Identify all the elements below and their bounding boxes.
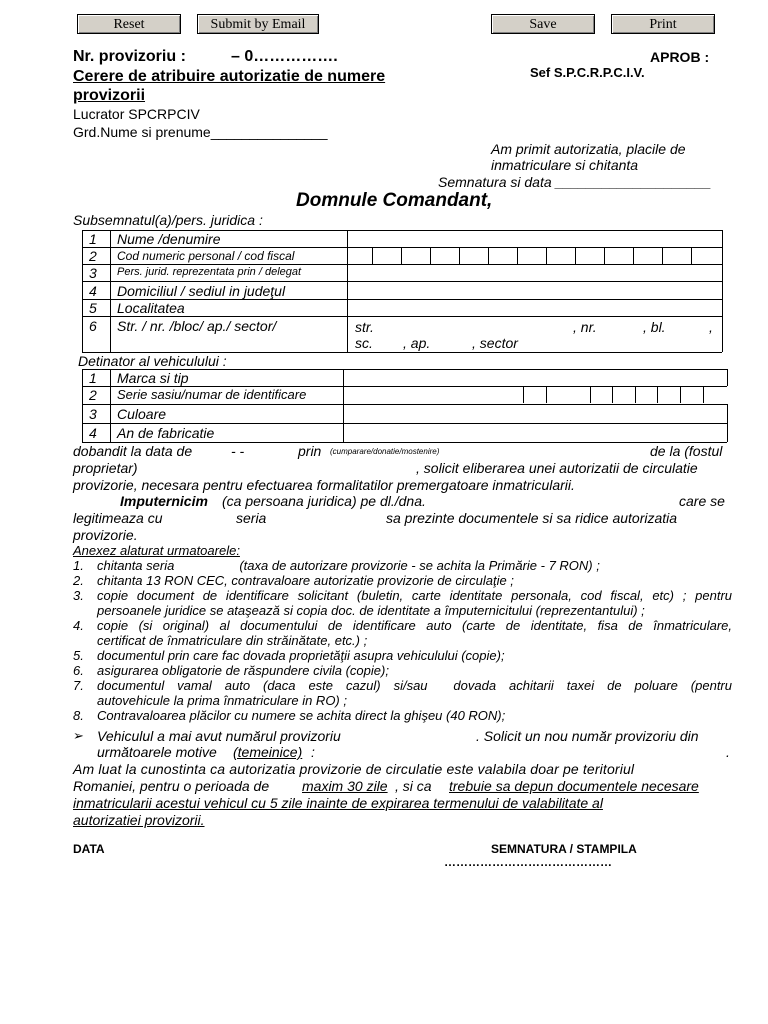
- previous-owner-text: de la (fostul: [650, 443, 723, 459]
- annex-item-line: chitanta 13 RON CEC, contravaloare autorizatie provizorie de circulaţie ;: [97, 573, 514, 588]
- annex-item-number: 1.: [73, 558, 84, 573]
- annex-item-text: [97, 573, 732, 588]
- applicant-row-label-domicile: Domiciliul / sediul in judeţul: [117, 283, 286, 299]
- annex-item-line: copie (si original) al documentului de identificare auto (carte de identitate, fisa de înmatriculare,: [97, 618, 732, 633]
- county-input[interactable]: [349, 282, 721, 298]
- reasons-underlined: (temeinice): [233, 744, 303, 760]
- page-title-line2: provizorii: [73, 87, 146, 104]
- approver-title: Sef S.P.C.R.P.C.I.V.: [530, 65, 645, 80]
- address-block-label: , bl.: [643, 319, 666, 335]
- receipt-note-line1: Am primit autorizatia, placile de: [491, 141, 686, 157]
- reasons-text: următoarele motive: [97, 744, 217, 760]
- validity-max-days: maxim 30 zile: [302, 778, 388, 794]
- empower-text: (ca persoana juridica) pe dl./dna.: [222, 493, 426, 509]
- previous-owner-label: proprietar): [73, 460, 138, 476]
- request-text-line3: provizorie, necesara pentru efectuarea formalitatilor premergatoare inmatricularii.: [73, 477, 575, 493]
- annex-item-line: asigurarea obligatorie de răspundere civila (copie);: [97, 663, 389, 678]
- vehicle-row-label-year: An de fabricatie: [117, 425, 215, 441]
- validity-line2-b: , si ca: [395, 778, 432, 794]
- address-apartment-label: , ap.: [403, 335, 431, 351]
- vehicle-intro: Detinator al vehiculului :: [78, 353, 227, 369]
- vehicle-row-label-color: Culoare: [117, 406, 167, 422]
- validity-deadline-underlined: trebuie sa depun documentele necesare: [449, 778, 699, 794]
- new-number-request-text: . Solicit un nou număr provizoriu din: [476, 728, 699, 744]
- vehicle-row-num: 3: [89, 406, 97, 422]
- grade-name-field[interactable]: Grd.Nume si prenume_______________: [73, 124, 328, 140]
- reset-button[interactable]: Reset: [77, 14, 181, 34]
- annex-item-text: [97, 648, 732, 663]
- name-input[interactable]: [349, 231, 721, 246]
- vehicle-row-label-make: Marca si tip: [117, 370, 189, 386]
- validity-line2-a: Romaniei, pentru o perioada de: [73, 778, 270, 794]
- annex-item-text: [97, 678, 732, 708]
- acquired-by-text: prin: [298, 443, 322, 459]
- annex-item-number: 5.: [73, 648, 84, 663]
- cnp-input[interactable]: [349, 248, 721, 263]
- validity-line4: autorizatiei provizorii.: [73, 812, 205, 828]
- aprob-label: APROB :: [650, 49, 710, 65]
- page-title: Cerere de atribuire autorizatie de numere: [73, 68, 386, 85]
- address-staircase-label: sc.: [355, 335, 373, 351]
- provisional-number-value[interactable]: – 0…………….: [231, 48, 338, 65]
- reasons-colon: :: [311, 744, 315, 760]
- receipt-note-line2: inmatriculare si chitanta: [491, 157, 639, 173]
- address-sector-label: , sector: [472, 335, 518, 351]
- applicant-row-num: 2: [89, 248, 97, 264]
- address-comma: ,: [709, 319, 713, 335]
- annex-item-line: copie document de identificare solicitant (buletin, carte identitate personala, cod fiscal, etc) ; pentru: [97, 588, 732, 603]
- empower-text-end: care se: [679, 493, 725, 509]
- annex-item-line: Contravaloarea plăcilor cu numere se achita direct la ghişeu (40 RON);: [97, 708, 506, 723]
- annex-item-line: autovehicule la prima înmatriculare in RO) ;: [97, 693, 347, 708]
- applicant-row-num: 6: [89, 318, 97, 334]
- previous-number-text: Vehiculul a mai avut numărul provizoriu: [97, 728, 341, 744]
- year-input[interactable]: [345, 424, 725, 441]
- annex-item-number: 4.: [73, 618, 84, 633]
- annex-item-number: 8.: [73, 708, 84, 723]
- annex-item-line: persoanele juridice se ataşează si copia doc. de identitate a împuternicitului (reprezentantului) ;: [97, 603, 645, 618]
- address-number-label: , nr.: [573, 319, 597, 335]
- vehicle-row-num: 2: [89, 387, 97, 403]
- validity-line3: inmatricularii acestui vehicul cu 5 zile inainte de expirarea termenului de valabilitate al: [73, 795, 603, 811]
- annex-item-text: [97, 588, 732, 618]
- provisional-number-label: Nr. provizoriu :: [73, 48, 186, 65]
- applicant-row-label-locality: Localitatea: [117, 300, 185, 316]
- annex-item-line: documentul prin care fac dovada proprietăţii asupra vehiculului (copie);: [97, 648, 505, 663]
- salutation-heading: Domnule Comandant,: [296, 190, 493, 211]
- applicant-row-num: 3: [89, 265, 97, 281]
- applicant-row-label-name: Nume /denumire: [117, 231, 221, 247]
- annex-item-line: certificat de înmatriculare din străinătate, etc.) ;: [97, 633, 368, 648]
- empower-line2-c: sa prezinte documentele si sa ridice autorizatia: [386, 510, 678, 526]
- annex-item-number: 3.: [73, 588, 84, 603]
- empower-line3: provizorie.: [73, 527, 138, 543]
- receipt-signature-field[interactable]: Semnatura si data ____________________: [438, 174, 712, 190]
- represented-by-input[interactable]: [349, 265, 721, 280]
- address-street-label: str.: [355, 319, 374, 335]
- applicant-row-num: 4: [89, 283, 97, 299]
- applicant-intro: Subsemnatul(a)/pers. juridica :: [73, 212, 263, 228]
- annex-item-text: [97, 663, 732, 678]
- arrow-bullet-icon: ➢: [73, 728, 84, 743]
- annex-item-number: 7.: [73, 678, 84, 693]
- acquired-date-text: dobandit la data de: [73, 443, 193, 459]
- save-button[interactable]: Save: [491, 14, 595, 34]
- applicant-row-label-represented: Pers. jurid. reprezentata prin / delegat: [117, 266, 302, 278]
- applicant-row-label-address: Str. / nr. /bloc/ ap./ sector/: [117, 318, 277, 334]
- annex-item-text: [97, 708, 732, 723]
- reasons-end: .: [726, 744, 730, 760]
- empower-bold: Imputernicim: [120, 493, 208, 509]
- make-model-input[interactable]: [345, 370, 725, 385]
- vehicle-row-label-chassis: Serie sasiu/numar de identificare: [117, 387, 307, 402]
- print-button[interactable]: Print: [611, 14, 715, 34]
- locality-input[interactable]: [349, 300, 721, 315]
- date-label: DATA: [73, 842, 105, 856]
- annex-item-line: documentul vamal auto (daca este cazul) si/sau dovada achitarii taxei de poluare (pentru: [97, 678, 732, 693]
- applicant-row-num: 1: [89, 231, 97, 247]
- annex-title: Anexez alaturat urmatoarele:: [73, 543, 240, 558]
- annex-item-number: 6.: [73, 663, 84, 678]
- submit-by-email-button[interactable]: Submit by Email: [197, 14, 319, 34]
- request-text: , solicit eliberarea unei autorizatii de circulatie: [416, 460, 698, 476]
- worker-label: Lucrator SPCRPCIV: [73, 106, 200, 122]
- vehicle-row-num: 1: [89, 370, 97, 386]
- applicant-row-num: 5: [89, 300, 97, 316]
- annex-item-line: chitanta seria (taxa de autorizare provizorie - se achita la Primărie - 7 RON) ;: [97, 558, 600, 573]
- vehicle-row-num: 4: [89, 425, 97, 441]
- annex-item-text: [97, 618, 732, 648]
- color-input[interactable]: [345, 405, 725, 422]
- signature-line[interactable]: ……………………………………: [444, 855, 612, 869]
- applicant-row-label-cnp: Cod numeric personal / cod fiscal: [117, 249, 295, 263]
- signature-stamp-label: SEMNATURA / STAMPILA: [491, 842, 637, 856]
- annex-item-text: [97, 558, 732, 573]
- empower-line2-b: seria: [236, 510, 267, 526]
- validity-line1: Am luat la cunostinta ca autorizatia provizorie de circulatie este valabila doar pe teritoriul: [73, 761, 635, 777]
- annex-item-number: 2.: [73, 573, 84, 588]
- acquired-date-dashes[interactable]: - -: [231, 443, 245, 459]
- empower-line2-a: legitimeaza cu: [73, 510, 163, 526]
- acquired-by-hint: (cumparare/donatie/mostenire): [330, 447, 440, 456]
